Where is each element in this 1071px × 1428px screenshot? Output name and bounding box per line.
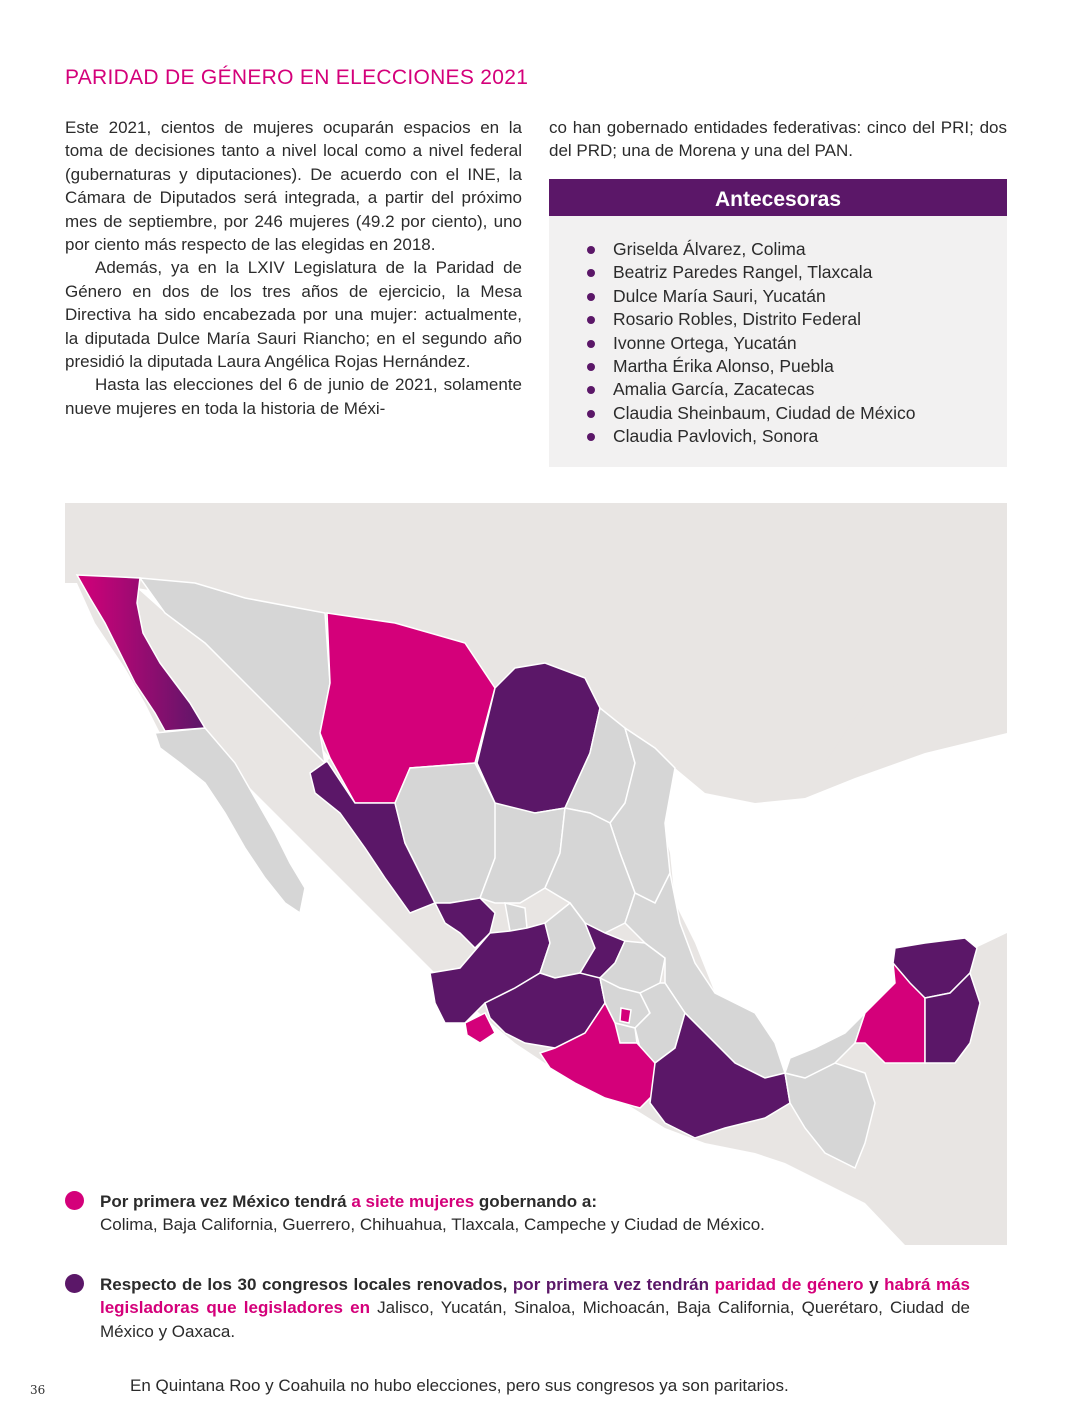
note-congresses-states: Jalisco, Yucatán, Sinaloa, Michoacán, Baja California, Querétaro, Ciudad de México y Oaxaca. <box>100 1298 970 1341</box>
state-aguascalientes <box>505 903 527 931</box>
bullet-icon <box>587 410 595 418</box>
paragraph-2: Además, ya en la LXIV Legislatura de la Paridad de Género en dos de los tres años de ejercicio, la Mesa Directiva ha sido encabezada por una mujer: actualmente, la diputada Dulce María Sauri Riancho; en el segundo año presidió la diputada Laura Angélica Rojas Hernández. <box>65 258 522 372</box>
bullet-icon <box>587 386 595 394</box>
note-governors-highlight: a siete mujeres <box>351 1192 475 1211</box>
note-congresses-part2: paridad de género <box>714 1275 864 1294</box>
note-governors-lead: Por primera vez México tendrá <box>100 1192 347 1211</box>
list-item <box>585 238 1007 261</box>
note-congresses-lead: Respecto de los 30 congresos locales renovados, <box>100 1275 508 1294</box>
purple-bullet-icon <box>65 1274 84 1293</box>
closing-note: En Quintana Roo y Coahuila no hubo elecciones, pero sus congresos ya son paritarios. <box>130 1376 789 1395</box>
list-item-label: Claudia Sheinbaum, Ciudad de México <box>613 402 916 423</box>
note-congresses-part1: por primera vez tendrán <box>512 1275 710 1294</box>
paragraph-1: Este 2021, cientos de mujeres ocuparán espacios en la toma de decisiones tanto a nivel local como a nivel federal (gubernaturas y diputaciones). De acuerdo con el INE, la Cámara de Diputados será integrada, a partir del próximo mes de septiembre, por 246 mujeres (49.2 por ciento), uno por ciento más respecto de las elegidas en 2018. <box>65 118 522 255</box>
note-governors-text <box>100 1190 970 1237</box>
note-governors-states: Colima, Baja California, Guerrero, Chihuahua, Tlaxcala, Campeche y Ciudad de México. <box>100 1215 765 1235</box>
antecesoras-heading: Antecesoras <box>549 179 1007 216</box>
note-congresses-part4: habrá más legisladoras que legisladores en <box>100 1275 970 1318</box>
note-congresses-text <box>100 1273 970 1343</box>
list-item-label: Griselda Álvarez, Colima <box>613 239 806 259</box>
bullet-icon <box>587 293 595 301</box>
bullet-icon <box>587 246 595 254</box>
note-congresses-part3: y <box>869 1275 879 1294</box>
mexico-map <box>65 503 1007 1245</box>
pink-bullet-icon <box>65 1191 84 1210</box>
paragraph-3: Hasta las elecciones del 6 de junio de 2021, solamente nueve mujeres en toda la historia de Méxi- <box>65 375 522 418</box>
antecesoras-list <box>549 216 1007 449</box>
mexico-map-svg <box>65 503 1007 1245</box>
list-item-label: Dulce María Sauri, Yucatán <box>613 285 826 306</box>
bullet-icon <box>587 316 595 324</box>
page-number: 36 <box>30 1383 46 1397</box>
list-item-label: Ivonne Ortega, Yucatán <box>613 332 797 353</box>
bullet-icon <box>587 433 595 441</box>
bullet-icon <box>587 269 595 277</box>
list-item <box>585 425 1007 448</box>
list-item <box>585 378 1007 401</box>
paragraph-3-continued: co han gobernado entidades federativas: cinco del PRI; dos del PRD; una de Morena y una del PAN. <box>549 118 1007 161</box>
list-item <box>585 355 1007 378</box>
bullet-icon <box>587 363 595 371</box>
list-item <box>585 332 1007 355</box>
intro-column <box>65 116 522 420</box>
list-item <box>585 308 1007 331</box>
list-item-label: Beatriz Paredes Rangel, Tlaxcala <box>613 262 873 283</box>
list-item <box>585 261 1007 284</box>
list-item <box>585 285 1007 308</box>
state-ciudad-de-mexico[interactable] <box>620 1008 631 1023</box>
note-governors-tail: gobernando a: <box>478 1192 597 1211</box>
note-governors <box>65 1190 970 1237</box>
list-item-label: Martha Érika Alonso, Puebla <box>613 356 834 377</box>
list-item-label: Amalia García, Zacatecas <box>613 379 815 400</box>
state-chiapas <box>785 1063 875 1168</box>
list-item-label: Rosario Robles, Distrito Federal <box>613 309 862 330</box>
bullet-icon <box>587 340 595 348</box>
page-title: PARIDAD DE GÉNERO EN ELECCIONES 2021 <box>65 66 529 89</box>
note-congresses <box>65 1273 970 1343</box>
antecesoras-box <box>549 179 1007 467</box>
list-item-label: Claudia Pavlovich, Sonora <box>613 426 819 447</box>
list-item <box>585 402 1007 425</box>
